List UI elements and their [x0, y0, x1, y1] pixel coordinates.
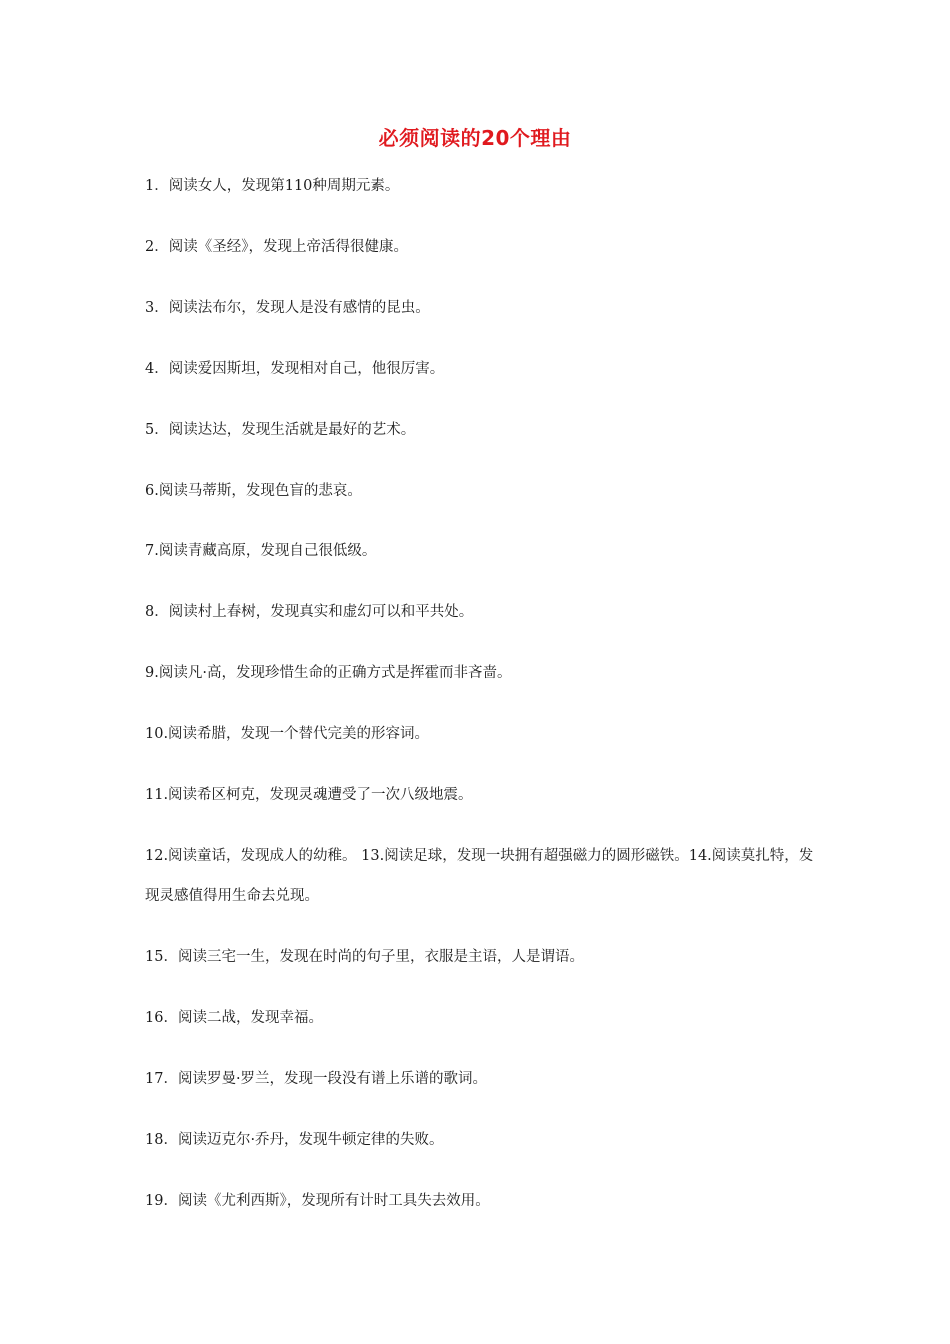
list-item: 2．阅读《圣经》，发现上帝活得很健康。: [145, 239, 408, 255]
list-item: 11.阅读希区柯克，发现灵魂遭受了一次八级地震。: [145, 787, 473, 803]
list-item: 18．阅读迈克尔·乔丹，发现牛顿定律的失败。: [145, 1132, 444, 1148]
list-item: 15．阅读三宅一生，发现在时尚的句子里，衣服是主语，人是谓语。: [145, 949, 584, 965]
list-item: 9.阅读凡·高，发现珍惜生命的正确方式是挥霍而非吝啬。: [145, 665, 512, 681]
list-item: 7.阅读青藏高原，发现自己很低级。: [145, 543, 377, 559]
list-item: 1．阅读女人，发现第110种周期元素。: [145, 178, 400, 194]
list-item: 5．阅读达达，发现生活就是最好的艺术。: [145, 422, 416, 438]
list-item: 10.阅读希腊，发现一个替代完美的形容词。: [145, 726, 430, 742]
list-item: 16．阅读二战，发现幸福。: [145, 1010, 323, 1026]
list-item: 17．阅读罗曼·罗兰，发现一段没有谱上乐谱的歌词。: [145, 1071, 488, 1087]
list-item: 3．阅读法布尔，发现人是没有感情的昆虫。: [145, 300, 430, 316]
list-item: 6.阅读马蒂斯，发现色盲的悲哀。: [145, 483, 362, 499]
document-title: 必须阅读的20个理由: [378, 126, 572, 150]
list-item: 12.阅读童话，发现成人的幼稚。 13.阅读足球，发现一块拥有超强磁力的圆形磁铁。14.阅读莫扎特，发现灵感值得用生命去兑现。: [145, 848, 814, 904]
list-item: 8．阅读村上春树，发现真实和虚幻可以和平共处。: [145, 604, 474, 620]
list-item: 4．阅读爱因斯坦，发现相对自己，他很厉害。: [145, 361, 445, 377]
list-item: 19．阅读《尤利西斯》，发现所有计时工具失去效用。: [145, 1193, 490, 1209]
